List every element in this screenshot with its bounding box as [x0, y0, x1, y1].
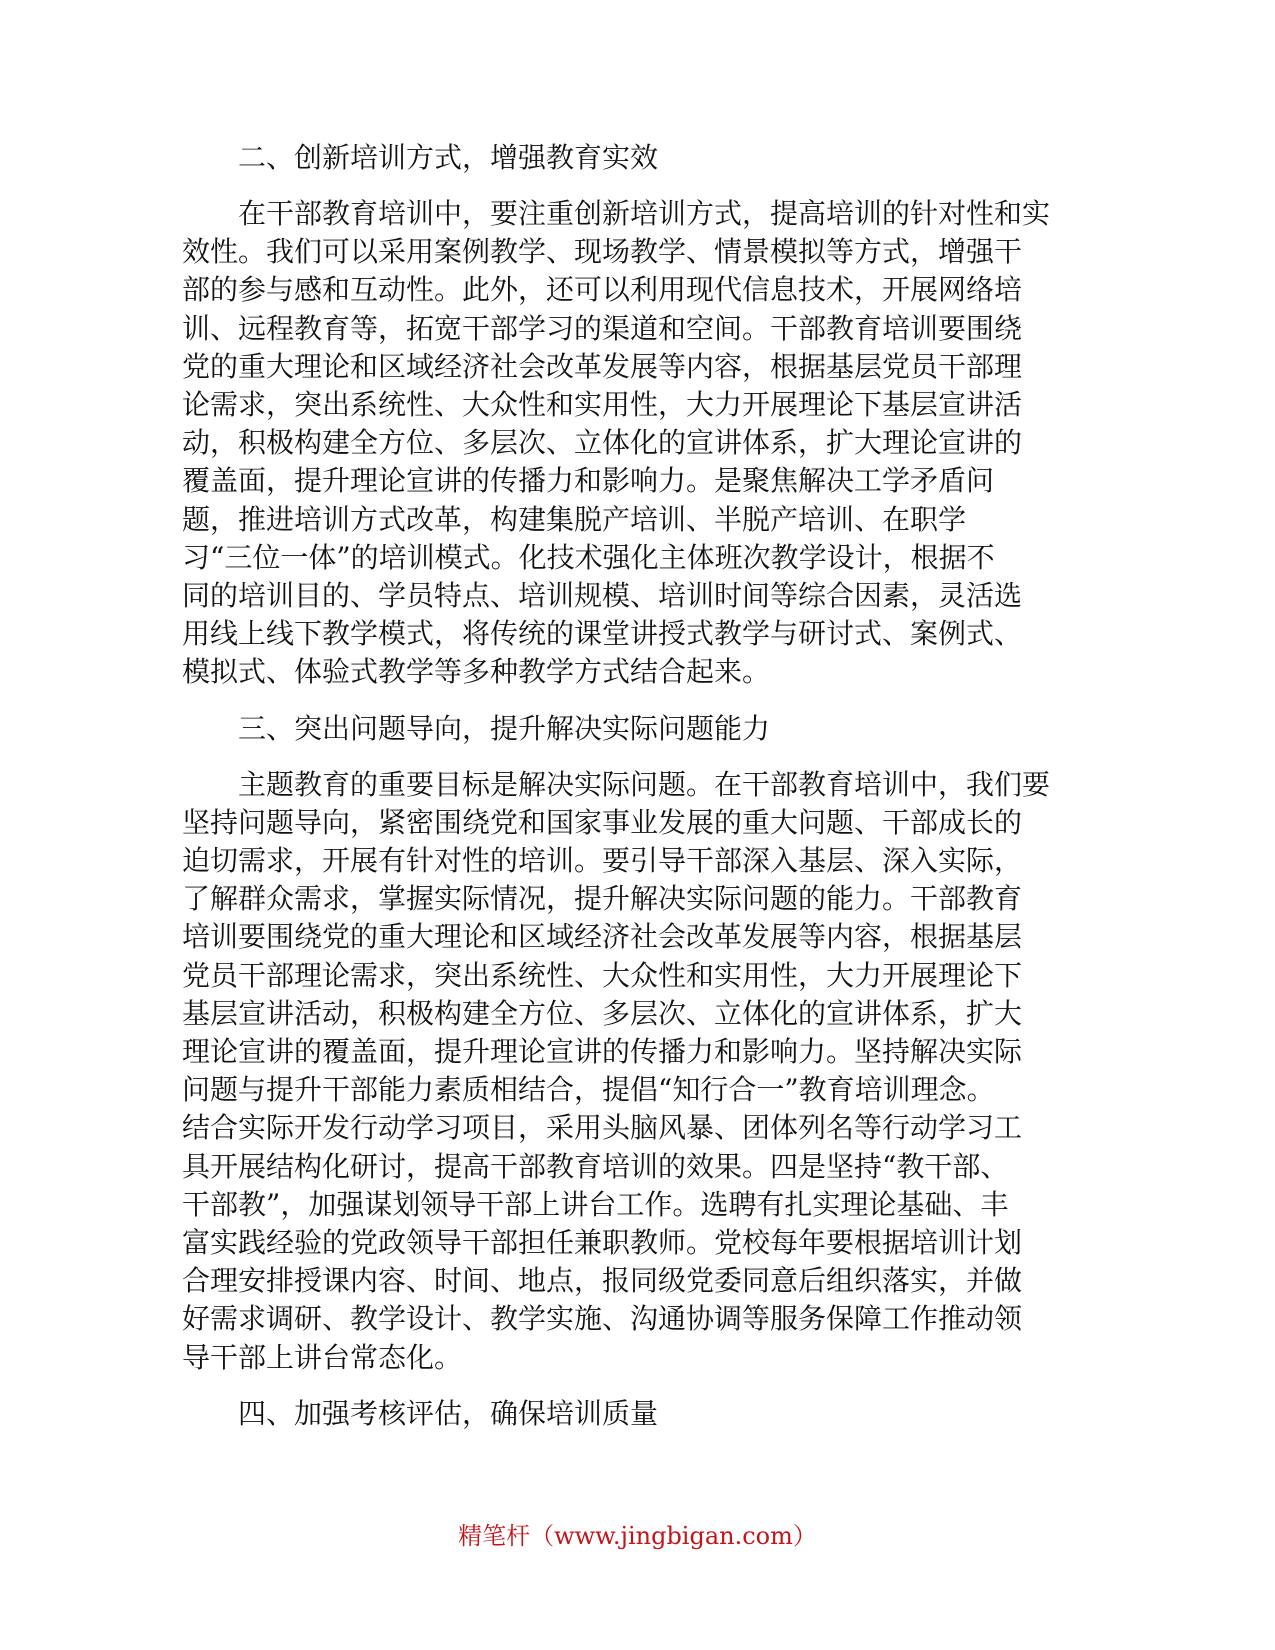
- section-paragraph-3: [182, 766, 1070, 1377]
- paragraph-line: 合理安排授课内容、时间、地点，报同级党委同意后组织落实，并做: [182, 1264, 1023, 1298]
- paragraph-line: 模拟式、体验式教学等多种教学方式结合起来。: [182, 655, 771, 689]
- section-heading-4: 四、加强考核评估，确保培训质量: [238, 1396, 659, 1430]
- section-paragraph-2: [182, 195, 1070, 692]
- paragraph-line: 动，积极构建全方位、多层次、立体化的宣讲体系，扩大理论宣讲的: [182, 426, 1023, 460]
- document-body: [182, 139, 1070, 1451]
- paragraph-line: 党的重大理论和区域经济社会改革发展等内容，根据基层党员干部理: [182, 349, 1023, 383]
- paragraph-line: 富实践经验的党政领导干部担任兼职教师。党校每年要根据培训计划: [182, 1226, 1023, 1260]
- paragraph-line: 党员干部理论需求，突出系统性、大众性和实用性，大力开展理论下: [182, 958, 1023, 992]
- paragraph-line: 了解群众需求，掌握实际情况，提升解决实际问题的能力。干部教育: [182, 882, 1023, 916]
- paragraph-line: 主题教育的重要目标是解决实际问题。在干部教育培训中，我们要: [238, 767, 1051, 801]
- paragraph-line: 同的培训目的、学员特点、培训规模、培训时间等综合因素，灵活选: [182, 579, 1023, 613]
- section-heading-2: 二、创新培训方式，增强教育实效: [238, 141, 659, 174]
- paragraph-line: 用线上线下教学模式，将传统的课堂讲授式教学与研讨式、案例式、: [182, 617, 1023, 651]
- paragraph-line: 部的参与感和互动性。此外，还可以利用现代信息技术，开展网络培: [182, 273, 1023, 307]
- section-heading-3: 三、突出问题导向，提升解决实际问题能力: [238, 711, 771, 745]
- paragraph-line: 基层宣讲活动，积极构建全方位、多层次、立体化的宣讲体系，扩大: [182, 996, 1023, 1030]
- paragraph-line: 论需求，突出系统性、大众性和实用性，大力开展理论下基层宣讲活: [182, 388, 1023, 422]
- paragraph-line: 培训要围绕党的重大理论和区域经济社会改革发展等内容，根据基层: [182, 920, 1023, 954]
- paragraph-line: 好需求调研、教学设计、教学实施、沟通协调等服务保障工作推动领: [182, 1302, 1023, 1336]
- paragraph-line: 训、远程教育等，拓宽干部学习的渠道和空间。干部教育培训要围绕: [182, 311, 1023, 345]
- paragraph-line: 导干部上讲台常态化。: [182, 1340, 463, 1374]
- paragraph-line: 理论宣讲的覆盖面，提升理论宣讲的传播力和影响力。坚持解决实际: [182, 1035, 1023, 1069]
- footer-watermark-link[interactable]: 精笔杆（www.jingbigan.com）: [458, 1522, 817, 1550]
- paragraph-line: 效性。我们可以采用案例教学、现场教学、情景模拟等方式，增强干: [182, 235, 1023, 269]
- paragraph-line: 结合实际开发行动学习项目，采用头脑风暴、团体列名等行动学习工: [182, 1111, 1023, 1145]
- paragraph-line: 坚持问题导向，紧密围绕党和国家事业发展的重大问题、干部成长的: [182, 805, 1023, 839]
- paragraph-line: 问题与提升干部能力素质相结合，提倡“知行合一”教育培训理念。: [182, 1073, 995, 1107]
- paragraph-line: 覆盖面，提升理论宣讲的传播力和影响力。是聚焦解决工学矛盾问: [182, 464, 995, 498]
- paragraph-line: 在干部教育培训中，要注重创新培训方式，提高培训的针对性和实: [238, 197, 1051, 230]
- paragraph-line: 具开展结构化研讨，提高干部教育培训的效果。四是坚持“教干部、: [182, 1149, 1009, 1183]
- paragraph-line: 题，推进培训方式改革，构建集脱产培训、半脱产培训、在职学: [182, 502, 967, 536]
- paragraph-line: 习“三位一体”的培训模式。化技术强化主体班次教学设计，根据不: [182, 540, 995, 574]
- paragraph-line: 干部教”，加强谋划领导干部上讲台工作。选聘有扎实理论基础、丰: [182, 1187, 1009, 1221]
- paragraph-line: 迫切需求，开展有针对性的培训。要引导干部深入基层、深入实际，: [182, 844, 1023, 878]
